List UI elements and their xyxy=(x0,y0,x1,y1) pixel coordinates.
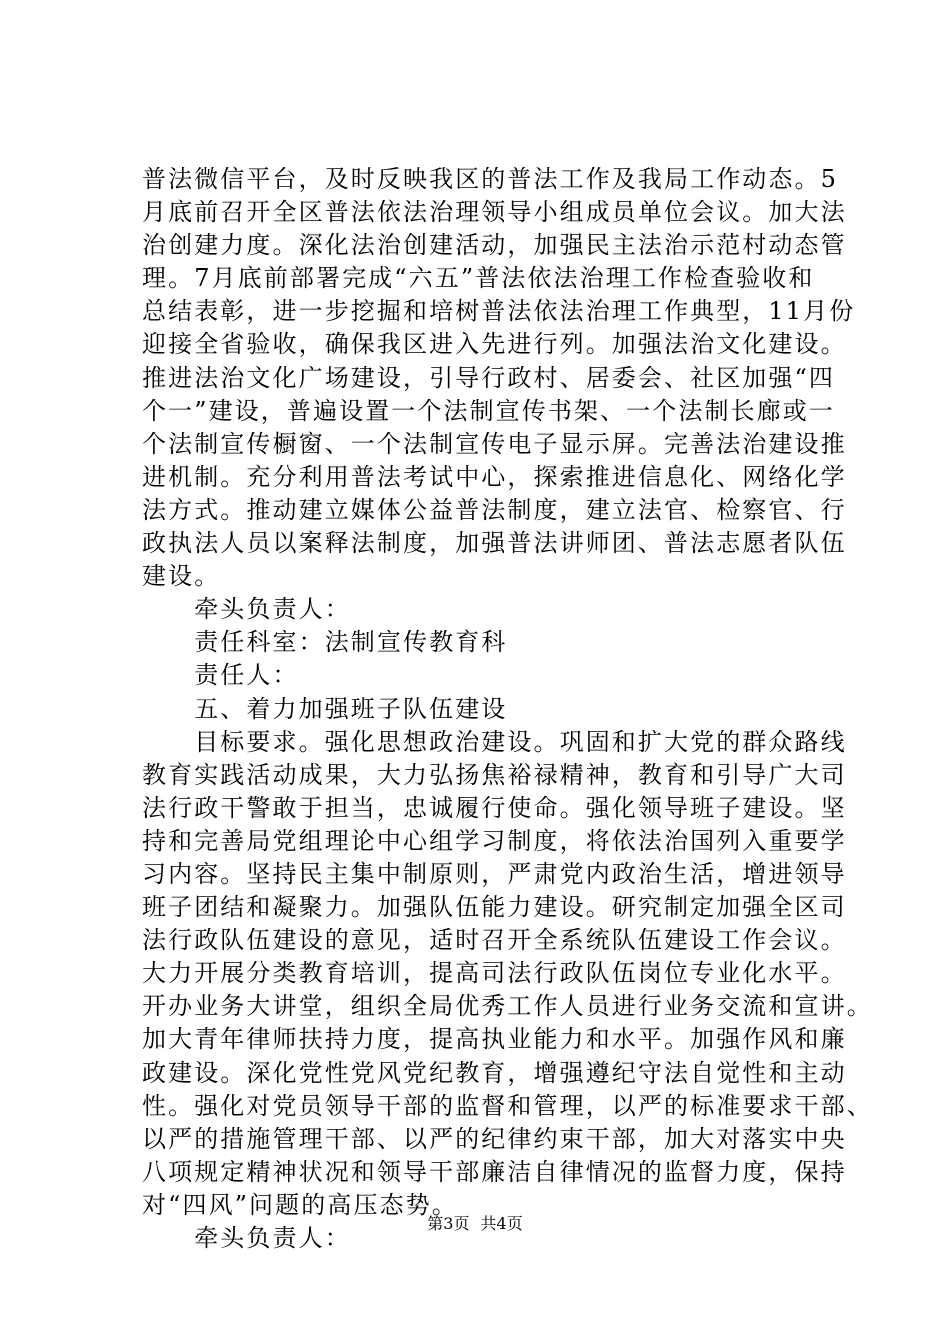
section-heading: 五、着力加强班子队伍建设 xyxy=(142,694,508,723)
text-line: 以严的措施管理干部、以严的纪律约束干部，加大对落实中央 xyxy=(142,1124,847,1153)
text-line: 开办业务大讲堂，组织全局优秀工作人员进行业务交流和宣讲。 xyxy=(142,992,873,1021)
text-line: 对“四风”问题的高压态势。 xyxy=(142,1190,458,1219)
text-line: 八项规定精神状况和领导干部廉洁自律情况的监督力度，保持 xyxy=(142,1157,847,1186)
text-line: 法行政干警敢于担当，忠诚履行使命。强化领导班子建设。坚 xyxy=(142,793,847,822)
text-line: 法行政队伍建设的意见，适时召开全系统队伍建设工作会议。 xyxy=(142,926,847,955)
text-line: 持和完善局党组理论中心组学习制度，将依法治国列入重要学 xyxy=(142,826,847,855)
responsible-person-label: 责任人： xyxy=(142,661,299,690)
text-line: 习内容。坚持民主集中制原则，严肃党内政治生活，增进领导 xyxy=(142,859,847,888)
page-total: 共4页 xyxy=(480,1214,523,1233)
text-line: 班子团结和凝聚力。加强队伍能力建设。研究制定加强全区司 xyxy=(142,893,847,922)
text-line: 治创建力度。深化法治创建活动，加强民主法治示范村动态管 xyxy=(142,231,847,260)
text-line: 目标要求。强化思想政治建设。巩固和扩大党的群众路线 xyxy=(142,727,847,756)
text-line: 推进法治文化广场建设，引导行政村、居委会、社区加强“四 xyxy=(142,363,835,392)
text-line: 个一”建设，普遍设置一个法制宣传书架、一个法制长廊或一 xyxy=(142,396,835,425)
text-line: 迎接全省验收，确保我区进入先进行列。加强法治文化建设。 xyxy=(142,330,847,359)
text-line: 加大青年律师扶持力度，提高执业能力和水平。加强作风和廉 xyxy=(142,1025,847,1054)
text-line: 理。7月底前部署完成“六五”普法依法治理工作检查验收和 xyxy=(142,264,815,293)
page-number: 第3页 xyxy=(427,1214,470,1233)
text-line: 月底前召开全区普法依法治理领导小组成员单位会议。加大法 xyxy=(142,198,847,227)
document-body xyxy=(142,163,873,1255)
responsible-office-label: 责任科室：法制宣传教育科 xyxy=(142,628,508,657)
text-line: 法方式。推动建立媒体公益普法制度，建立法官、检察官、行 xyxy=(142,495,847,524)
text-line: 普法微信平台，及时反映我区的普法工作及我局工作动态。5 xyxy=(142,165,838,193)
text-line: 个法制宣传橱窗、一个法制宣传电子显示屏。完善法治建设推 xyxy=(142,429,847,458)
text-line: 政建设。深化党性党风党纪教育，增强遵纪守法自觉性和主动 xyxy=(142,1058,847,1087)
text-line: 教育实践活动成果，大力弘扬焦裕禄精神，教育和引导广大司 xyxy=(142,760,847,789)
text-line: 政执法人员以案释法制度，加强普法讲师团、普法志愿者队伍 xyxy=(142,529,847,558)
lead-person-label: 牵头负责人： xyxy=(142,1224,351,1252)
text-line: 大力开展分类教育培训，提高司法行政队伍岗位专业化水平。 xyxy=(142,959,847,988)
text-line: 建设。 xyxy=(142,562,221,591)
lead-person-label: 牵头负责人： xyxy=(142,595,351,624)
text-line: 进机制。充分利用普法考试中心，探索推进信息化、网络化学 xyxy=(142,462,847,491)
page-footer xyxy=(0,1214,950,1234)
text-line: 性。强化对党员领导干部的监督和管理，以严的标准要求干部、 xyxy=(142,1091,873,1120)
text-line: 总结表彰，进一步挖掘和培树普法依法治理工作典型，11月份 xyxy=(142,297,856,326)
